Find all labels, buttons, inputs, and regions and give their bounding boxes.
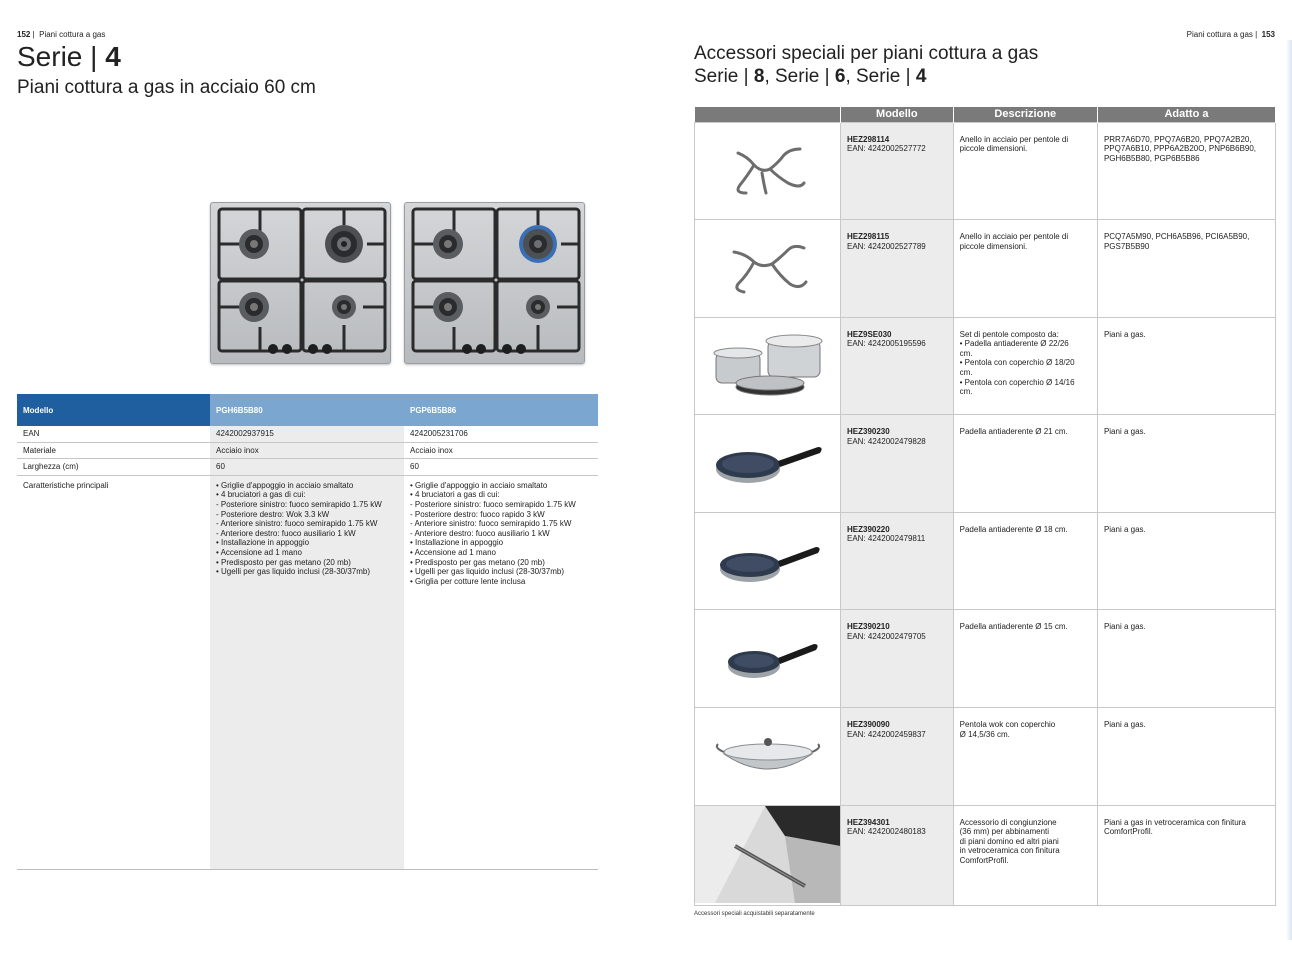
spec-header-model-b: PGP6B5B86 xyxy=(404,394,598,426)
acc-fits-line: ComfortProfil. xyxy=(1103,827,1153,837)
spec-table xyxy=(17,394,598,870)
feature-line: - Posteriore destro: fuoco rapido 3 kW xyxy=(410,509,545,519)
acc-description-line: • Pentola con coperchio Ø 18/20 xyxy=(959,358,1075,368)
acc-description-cell xyxy=(953,805,1097,906)
spec-row-width xyxy=(17,459,598,476)
feature-line: • Installazione in appoggio xyxy=(216,538,310,548)
acc-description-line: Padella antiaderente Ø 21 cm. xyxy=(959,427,1068,437)
spec-cell: 60 xyxy=(404,459,598,476)
acc-header-row xyxy=(695,107,1276,122)
acc-description-line: ComfortProfil. xyxy=(959,856,1009,866)
acc-fits-line: PRR7A6D70, PPQ7A6B20, PPQ7A2B20, xyxy=(1103,134,1252,144)
acc-model-ean: EAN: 4242002527789 xyxy=(847,241,926,251)
acc-description-line: piccole dimensioni. xyxy=(959,144,1028,154)
acc-description-line: Anello in acciaio per pentole di xyxy=(959,232,1069,242)
acc-fits-line: PCQ7A5M90, PCH6A5B96, PCI6A5B90, xyxy=(1103,232,1250,242)
accessories-table xyxy=(694,107,1276,906)
acc-model-ean: EAN: 4242002479828 xyxy=(847,436,926,446)
accessories-title: Accessori speciali per piani cottura a gas xyxy=(694,43,1039,64)
acc-row xyxy=(695,122,1276,220)
frying-pan-image xyxy=(695,610,841,708)
acc-row xyxy=(695,610,1276,708)
acc-fits-cell xyxy=(1097,415,1275,513)
acc-model-ean: EAN: 4242002527772 xyxy=(847,144,926,154)
spec-cell: 60 xyxy=(210,459,404,476)
spec-cell: 4242005231706 xyxy=(404,426,598,442)
frying-pan-image xyxy=(695,415,841,513)
acc-header-image xyxy=(695,107,841,122)
acc-description-line: Pentola wok con coperchio xyxy=(959,720,1056,730)
acc-model-code: HEZ390220 xyxy=(847,524,890,534)
features-list-a xyxy=(210,475,404,869)
acc-description-line: in vetroceramica con finitura xyxy=(959,846,1060,856)
acc-description-line: Ø 14,5/36 cm. xyxy=(959,729,1010,739)
series-title: Serie | 4 xyxy=(17,41,121,72)
acc-fits-line: PGH6B5B80, PGP6B5B86 xyxy=(1103,153,1200,163)
acc-header-fits: Adatto a xyxy=(1097,107,1275,122)
feature-line: • Installazione in appoggio xyxy=(410,538,504,548)
acc-fits-line: Piani a gas. xyxy=(1103,524,1146,534)
acc-model-code: HEZ9SE030 xyxy=(847,329,892,339)
acc-model-cell xyxy=(841,708,954,806)
page-edge-decoration xyxy=(1286,40,1292,940)
acc-fits-line: Piani a gas. xyxy=(1103,329,1146,339)
feature-line: • Griglie d'appoggio in acciaio smaltato xyxy=(216,480,354,490)
acc-description-line: Accessorio di congiunzione xyxy=(959,817,1057,827)
acc-row xyxy=(695,220,1276,318)
spec-cell-label: EAN xyxy=(17,426,210,442)
feature-line: • 4 bruciatori a gas di cui: xyxy=(216,490,306,500)
acc-fits-line: Piani a gas. xyxy=(1103,427,1146,437)
acc-model-code: HEZ390210 xyxy=(847,622,890,632)
acc-model-cell xyxy=(841,805,954,906)
acc-fits-cell xyxy=(1097,610,1275,708)
frying-pan-image xyxy=(695,512,841,610)
wok-pan-icon xyxy=(708,720,828,790)
footnote: Accessori speciali acquistabili separatamente xyxy=(694,911,815,917)
acc-description-cell xyxy=(953,610,1097,708)
acc-model-code: HEZ390090 xyxy=(847,720,890,730)
acc-model-cell xyxy=(841,220,954,318)
acc-header-model: Modello xyxy=(841,107,954,122)
acc-description-cell xyxy=(953,317,1097,415)
acc-row xyxy=(695,708,1276,806)
acc-description-cell xyxy=(953,708,1097,806)
acc-model-code: HEZ394301 xyxy=(847,817,890,827)
frying-pan-icon xyxy=(708,427,828,497)
page-number-left: 152 | Piani cottura a gas xyxy=(17,30,106,39)
acc-description-line: cm. xyxy=(959,368,973,378)
acc-model-cell xyxy=(841,415,954,513)
features-list-b xyxy=(404,475,598,869)
spec-cell-label: Caratteristiche principali xyxy=(17,475,210,869)
acc-description-line: piccole dimensioni. xyxy=(959,241,1028,251)
acc-model-ean: EAN: 4242002479811 xyxy=(847,534,926,544)
acc-row xyxy=(695,415,1276,513)
acc-model-ean: EAN: 4242002480183 xyxy=(847,827,926,837)
feature-line: - Posteriore sinistro: fuoco semirapido 1.75 kW xyxy=(216,499,382,509)
acc-model-cell xyxy=(841,512,954,610)
acc-model-cell xyxy=(841,610,954,708)
acc-fits-cell xyxy=(1097,317,1275,415)
spec-cell: 4242002937915 xyxy=(210,426,404,442)
right-page xyxy=(646,0,1292,959)
acc-model-cell xyxy=(841,317,954,415)
spec-header-row xyxy=(17,394,598,426)
pan-support-ring-icon xyxy=(718,232,818,302)
feature-line: • 4 bruciatori a gas di cui: xyxy=(410,490,500,500)
feature-line: • Ugelli per gas liquido inclusi (28-30/37mb) xyxy=(410,567,564,577)
acc-description-line: cm. xyxy=(959,387,973,397)
pan-support-ring-image xyxy=(695,220,841,318)
feature-line: - Anteriore destro: fuoco ausiliario 1 kW xyxy=(216,528,356,538)
acc-fits-cell xyxy=(1097,708,1275,806)
acc-description-line: Padella antiaderente Ø 18 cm. xyxy=(959,524,1068,534)
acc-model-ean: EAN: 4242002479705 xyxy=(847,632,926,642)
connection-strip-image xyxy=(695,805,841,906)
feature-line: • Griglie d'appoggio in acciaio smaltato xyxy=(410,480,548,490)
feature-line: - Posteriore sinistro: fuoco semirapido 1.75 kW xyxy=(410,499,576,509)
acc-model-code: HEZ298114 xyxy=(847,134,890,144)
feature-line: • Accensione ad 1 mano xyxy=(216,547,302,557)
acc-fits-cell xyxy=(1097,805,1275,906)
acc-fits-line: Piani a gas in vetroceramica con finitura xyxy=(1103,817,1246,827)
feature-line: • Griglia per cotture lente inclusa xyxy=(410,576,526,586)
feature-line: - Posteriore destro: Wok 3.3 kW xyxy=(216,509,330,519)
hob-image-pgh6b5b80 xyxy=(210,202,391,364)
acc-description-cell xyxy=(953,220,1097,318)
spec-cell: Acciaio inox xyxy=(404,442,598,459)
acc-row xyxy=(695,805,1276,906)
spec-cell-label: Materiale xyxy=(17,442,210,459)
page-number-right: Piani cottura a gas | 153 xyxy=(1186,30,1275,39)
acc-row xyxy=(695,317,1276,415)
acc-model-ean: EAN: 4242005195596 xyxy=(847,339,926,349)
acc-fits-line: PGS7B5B90 xyxy=(1103,241,1150,251)
acc-description-line: cm. xyxy=(959,348,973,358)
spec-row-ean xyxy=(17,426,598,442)
acc-row xyxy=(695,512,1276,610)
cookware-set-image xyxy=(695,317,841,415)
spec-cell-label: Larghezza (cm) xyxy=(17,459,210,476)
acc-model-ean: EAN: 4242002459837 xyxy=(847,729,926,739)
acc-description-line: • Padella antiaderente Ø 22/26 xyxy=(959,339,1069,349)
feature-line: • Accensione ad 1 mano xyxy=(410,547,496,557)
feature-line: - Anteriore sinistro: fuoco semirapido 1.75 kW xyxy=(216,519,378,529)
wok-pan-image xyxy=(695,708,841,806)
acc-description-line: Set di pentole composto da: xyxy=(959,329,1059,339)
spec-cell: Acciaio inox xyxy=(210,442,404,459)
acc-description-cell xyxy=(953,415,1097,513)
acc-model-code: HEZ390230 xyxy=(847,427,890,437)
acc-fits-cell xyxy=(1097,512,1275,610)
connection-strip-icon xyxy=(695,806,840,903)
frying-pan-icon xyxy=(708,525,828,595)
acc-description-line: • Pentola con coperchio Ø 14/16 xyxy=(959,377,1075,387)
spec-row-features xyxy=(17,475,598,869)
pan-support-ring-image xyxy=(695,122,841,220)
acc-model-cell xyxy=(841,122,954,220)
acc-description-line: Anello in acciaio per pentole di xyxy=(959,134,1069,144)
acc-fits-cell xyxy=(1097,220,1275,318)
acc-description-line: di piani domino ed altri piani xyxy=(959,836,1059,846)
acc-model-code: HEZ298115 xyxy=(847,232,890,242)
acc-description-cell xyxy=(953,512,1097,610)
acc-description-line: (36 mm) per abbinamenti xyxy=(959,827,1050,837)
acc-fits-line: PPQ7A6B10, PPP6A2B20O, PNP6B6B90, xyxy=(1103,144,1257,154)
spec-header-model-label: Modello xyxy=(17,394,210,426)
accessories-series: Serie | 8, Serie | 6, Serie | 4 xyxy=(694,66,927,87)
acc-header-description: Descrizione xyxy=(953,107,1097,122)
feature-line: • Predisposto per gas metano (20 mb) xyxy=(216,557,351,567)
page-subtitle: Piani cottura a gas in acciaio 60 cm xyxy=(17,77,316,98)
feature-line: - Anteriore destro: fuoco ausiliario 1 kW xyxy=(410,528,550,538)
acc-fits-line: Piani a gas. xyxy=(1103,720,1146,730)
acc-fits-cell xyxy=(1097,122,1275,220)
feature-line: - Anteriore sinistro: fuoco semirapido 1.75 kW xyxy=(410,519,572,529)
hob-image-pgp6b5b86 xyxy=(404,202,585,364)
acc-description-line: Padella antiaderente Ø 15 cm. xyxy=(959,622,1068,632)
frying-pan-icon xyxy=(708,622,828,692)
acc-fits-line: Piani a gas. xyxy=(1103,622,1146,632)
spec-header-model-a: PGH6B5B80 xyxy=(210,394,404,426)
feature-line: • Ugelli per gas liquido inclusi (28-30/37mb) xyxy=(216,567,370,577)
spec-row-material xyxy=(17,442,598,459)
cookware-set-icon xyxy=(708,325,828,405)
feature-line: • Predisposto per gas metano (20 mb) xyxy=(410,557,545,567)
pan-support-ring-icon xyxy=(718,135,818,205)
acc-description-cell xyxy=(953,122,1097,220)
